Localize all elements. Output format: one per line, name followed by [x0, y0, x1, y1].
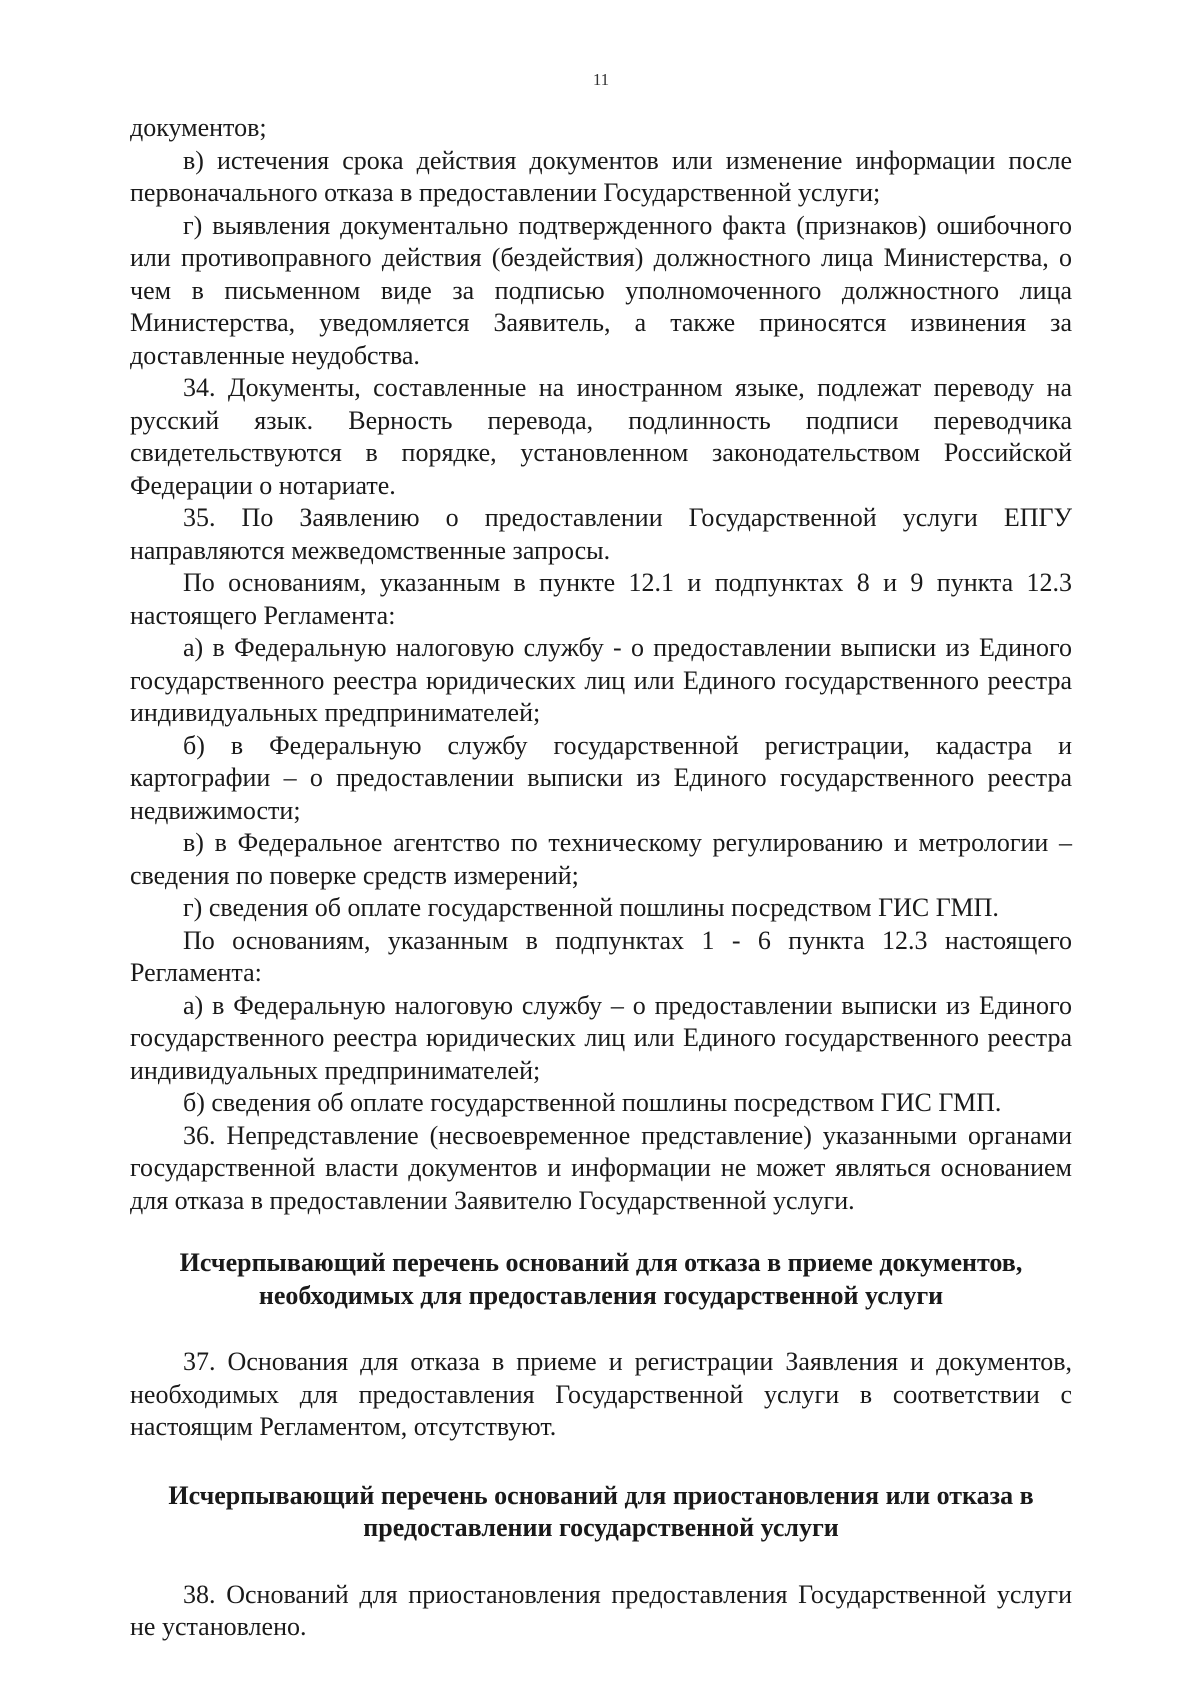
paragraph-item-a-tax-2: а) в Федеральную налоговую службу – о предоставлении выписки из Единого государственного реестра юридических лиц или Единого государственного реестра индивидуальных предпринимателей; — [130, 990, 1072, 1085]
paragraph-item-a-tax: а) в Федеральную налоговую службу - о предоставлении выписки из Единого государственного реестра юридических лиц или Единого государственного реестра индивидуальных предпринимателей; — [130, 633, 1072, 727]
paragraph-36: 36. Непредставление (несвоевременное представление) указанными органами государственной власти документов и информации не может являться основанием для отказа в предоставлении Заявителю Государственной услуги. — [130, 1120, 1072, 1215]
paragraph-item-b-fee-2: б) сведения об оплате государственной пошлины посредством ГИС ГМП. — [183, 1088, 1002, 1117]
paragraph-item-v-metrology: в) в Федеральное агентство по техническому регулированию и метрологии – сведения по поверке средств измерений; — [130, 828, 1072, 890]
paragraph-item-b-registry: б) в Федеральную службу государственной регистрации, кадастра и картографии – о предоставлении выписки из Единого государственного реестра недвижимости; — [130, 730, 1072, 825]
paragraph-37: 37. Основания для отказа в приеме и регистрации Заявления и документов, необходимых для предоставления Государственной услуги в соответствии с настоящим Регламентом, отсутствуют. — [130, 1347, 1072, 1441]
paragraph-grounds-12-1: По основаниям, указанным в пункте 12.1 и подпунктах 8 и 9 пункта 12.3 настоящего Регламента: — [130, 568, 1072, 630]
page-number: 11 — [592, 70, 610, 89]
paragraph-grounds-12-3: По основаниям, указанным в подпунктах 1 - 6 пункта 12.3 настоящего Регламента: — [130, 925, 1072, 987]
section-heading-suspension: Исчерпывающий перечень оснований для приостановления или отказа в предоставлении государственной услуги — [168, 1480, 1034, 1542]
paragraph-item-g-fee: г) сведения об оплате государственной пошлины посредством ГИС ГМП. — [183, 893, 999, 922]
paragraph-35: 35. По Заявлению о предоставлении Государственной услуги ЕПГУ направляются межведомственные запросы. — [130, 503, 1072, 565]
section-heading-refusal-acceptance: Исчерпывающий перечень оснований для отказа в приеме документов, необходимых для предоставления государственной услуги — [179, 1248, 1023, 1310]
paragraph-documents: документов; — [130, 113, 267, 142]
paragraph-item-v-expiry: в) истечения срока действия документов или изменение информации после первоначального отказа в предоставлении Государственной услуги; — [130, 145, 1072, 207]
paragraph-38: 38. Оснований для приостановления предоставления Государственной услуги не установлено. — [130, 1579, 1072, 1641]
paragraph-34: 34. Документы, составленные на иностранном языке, подлежат переводу на русский язык. Верность перевода, подлинность подписи переводчика свидетельствуются в порядке, установленном законодательством Российской Федерации о нотариате. — [130, 373, 1072, 500]
paragraph-item-g-error: г) выявления документально подтвержденного факта (признаков) ошибочного или противоправного действия (бездействия) должностного лица Министерства, о чем в письменном виде за подписью уполномоченного должностного лица Министерства, уведомляется Заявитель, а также приносятся извинения за доставленные неудобства. — [130, 210, 1072, 370]
